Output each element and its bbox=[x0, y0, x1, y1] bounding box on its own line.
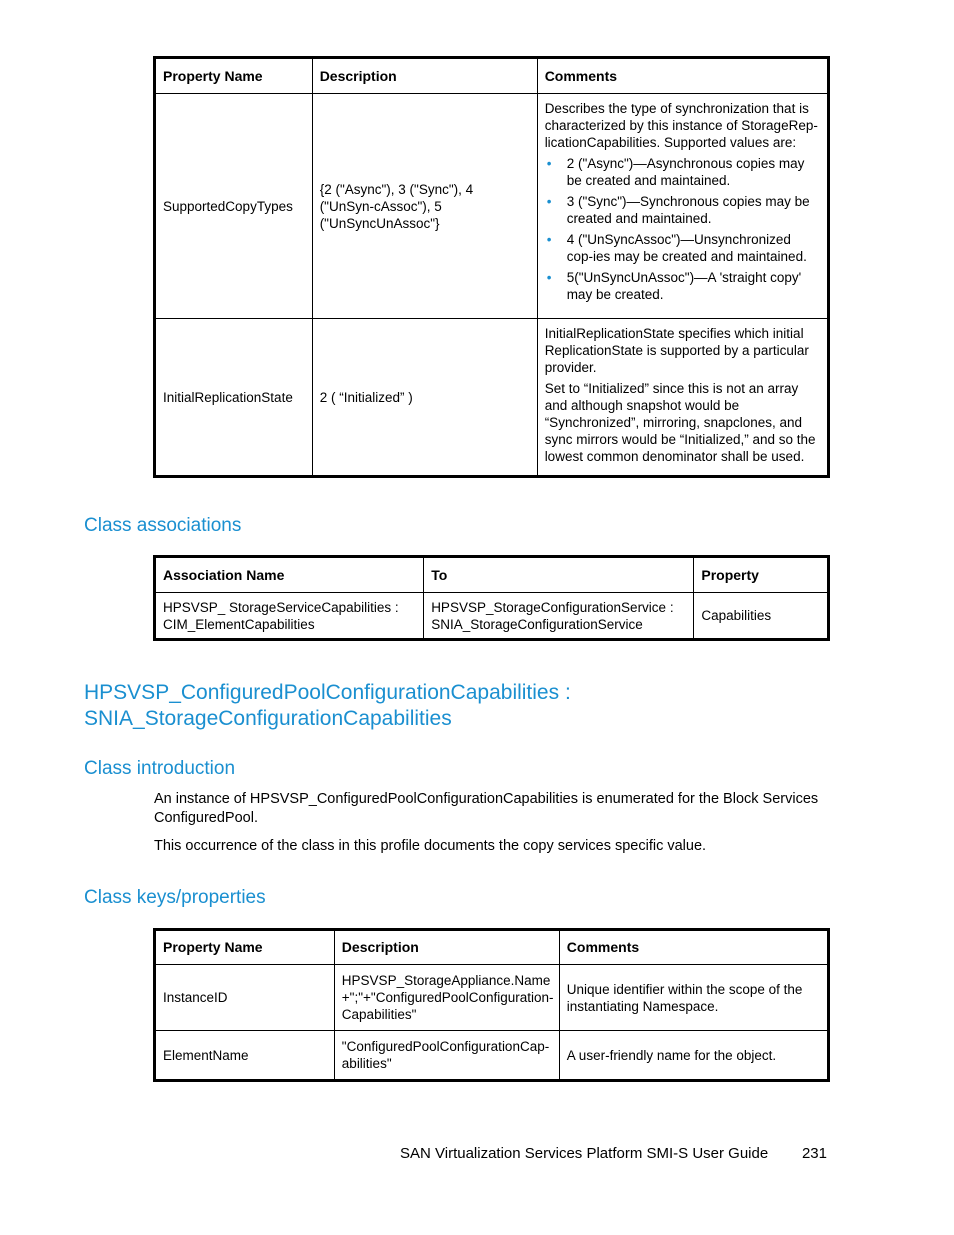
table-row bbox=[155, 965, 829, 1031]
property-name-cell: InstanceID bbox=[155, 965, 335, 1031]
list-item: • 3 ("Sync")—Synchronous copies may be created and maintained. bbox=[545, 193, 820, 227]
intro-paragraph: This occurrence of the class in this profile documents the copy services specific value. bbox=[154, 838, 707, 854]
section-heading-class-keys: Class keys/properties bbox=[84, 887, 266, 908]
comment-text: InitialReplicationState specifies which initial ReplicationState is supported by a particular provider. bbox=[544, 326, 809, 375]
list-item: • 5("UnSyncUnAssoc")—A 'straight copy' may be created. bbox=[545, 269, 820, 303]
intro-paragraph: An instance of HPSVSP_ConfiguredPoolConfigurationCapabilities is enumerated for the Block Services ConfiguredPool. bbox=[154, 791, 819, 826]
col-header-property: Property bbox=[694, 557, 829, 593]
comment-text: Describes the type of synchronization that is characterized by this instance of StorageRep-licationCapabilities. Supported values are: bbox=[544, 101, 818, 150]
col-header-property-name: Property Name bbox=[155, 930, 335, 965]
col-header-description: Description bbox=[334, 930, 559, 965]
table-row bbox=[155, 94, 829, 319]
class-heading: HPSVSP_ConfiguredPoolConfigurationCapabilities : SNIA_StorageConfigurationCapabilities bbox=[84, 681, 571, 730]
property-name-cell: InitialReplicationState bbox=[155, 319, 313, 477]
section-heading-class-associations: Class associations bbox=[84, 515, 242, 536]
comments-cell: Unique identifier within the scope of the instantiating Namespace. bbox=[559, 965, 828, 1031]
col-header-comments: Comments bbox=[559, 930, 828, 965]
description-cell: HPSVSP_StorageAppliance.Name +";"+"ConfiguredPoolConfiguration-Capabilities" bbox=[334, 965, 559, 1031]
footer-title: SAN Virtualization Services Platform SMI-S User Guide bbox=[400, 1145, 769, 1162]
description-cell: "ConfiguredPoolConfigurationCap-abilities" bbox=[334, 1031, 559, 1081]
property-cell: Capabilities bbox=[694, 593, 829, 640]
comments-cell: A user-friendly name for the object. bbox=[559, 1031, 828, 1081]
list-item: • 2 ("Async")—Asynchronous copies may be created and maintained. bbox=[545, 155, 820, 189]
property-name-cell: ElementName bbox=[155, 1031, 335, 1081]
table-row bbox=[155, 319, 829, 477]
bullet-list bbox=[545, 155, 820, 303]
description-cell: 2 ( “Initialized” ) bbox=[312, 319, 537, 477]
comments-cell bbox=[537, 94, 828, 319]
comment-text: Set to “Initialized” since this is not an array and although snapshot would be “Synchronized”, mirroring, snapclones, and sync mirrors would be “Initialized,” and so the lowest common denominator shall be used. bbox=[544, 381, 816, 464]
col-header-to: To bbox=[424, 557, 694, 593]
association-name-cell: HPSVSP_ StorageServiceCapabilities : CIM_ElementCapabilities bbox=[155, 593, 424, 640]
page-number: 231 bbox=[801, 1145, 827, 1162]
description-cell: {2 ("Async"), 3 ("Sync"), 4 ("UnSyn-cAssoc"), 5 ("UnSyncUnAssoc"} bbox=[312, 94, 537, 319]
comments-cell bbox=[537, 319, 828, 477]
properties-table-continued bbox=[153, 56, 830, 478]
section-heading-class-introduction: Class introduction bbox=[84, 758, 236, 779]
property-name-cell: SupportedCopyTypes bbox=[155, 94, 313, 319]
class-keys-table bbox=[153, 928, 830, 1082]
col-header-description: Description bbox=[312, 58, 537, 94]
table-row bbox=[155, 593, 829, 640]
col-header-association-name: Association Name bbox=[155, 557, 424, 593]
list-item: • 4 ("UnSyncAssoc")—Unsynchronized cop-ies may be created and maintained. bbox=[545, 231, 820, 265]
col-header-comments: Comments bbox=[537, 58, 828, 94]
to-cell: HPSVSP_StorageConfigurationService : SNIA_StorageConfigurationService bbox=[424, 593, 694, 640]
col-header-property-name: Property Name bbox=[155, 58, 313, 94]
associations-table bbox=[153, 555, 830, 641]
table-row bbox=[155, 1031, 829, 1081]
